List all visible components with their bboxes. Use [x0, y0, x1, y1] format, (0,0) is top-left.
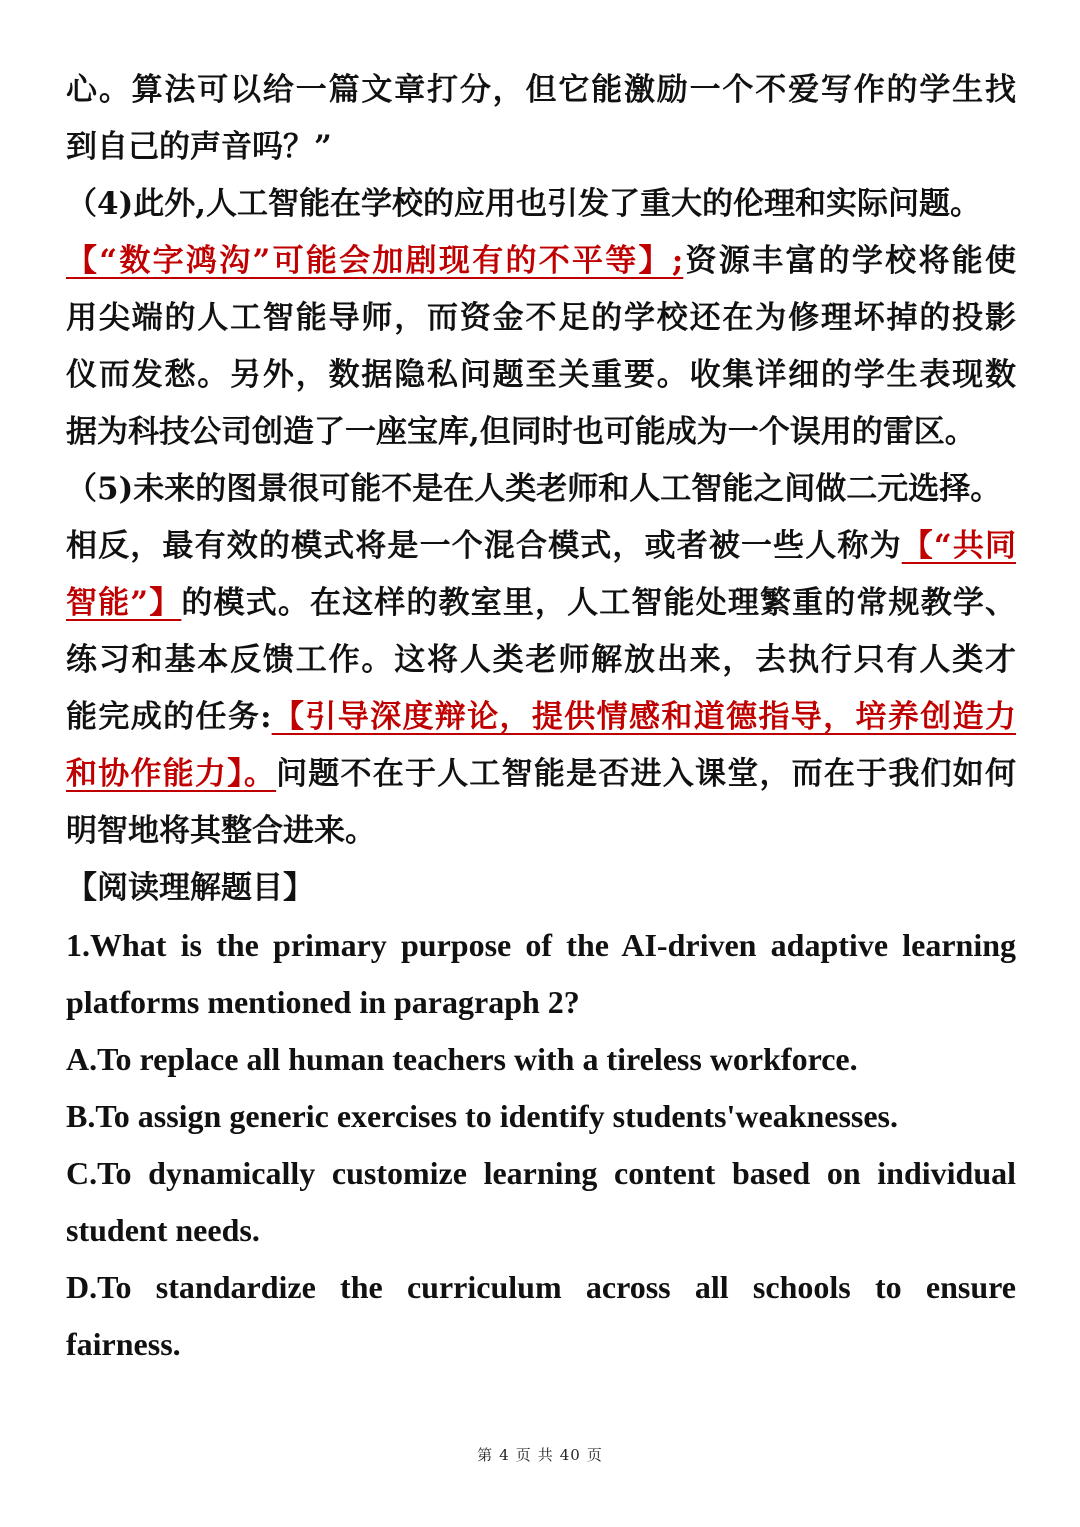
highlighted-phrase: 【“数字鸿沟”可能会加剧现有的不平等】;	[66, 243, 684, 279]
footer-gong: 共	[537, 1446, 554, 1464]
question-1-stem: 1.What is the primary purpose of the AI-driven adaptive learning	[66, 927, 1016, 963]
paragraph-5-line: 明智地将其整合进来。	[66, 813, 376, 849]
text-run: 能完成的任务:	[66, 699, 272, 735]
paragraph-5-line	[66, 575, 1016, 632]
highlighted-phrase: 智能”】	[66, 585, 182, 621]
section-title: 【阅读理解题目】	[66, 870, 314, 906]
page-number: 4	[499, 1446, 510, 1464]
paragraph-4-line	[66, 233, 1016, 290]
text-run: 的模式。在这样的教室里，人工智能处理繁重的常规教学、	[181, 585, 1016, 621]
text-run: 相反，最有效的模式将是一个混合模式，或者被一些人称为	[66, 528, 902, 564]
option-c: student needs.	[66, 1212, 260, 1248]
footer-ye: 页	[586, 1446, 603, 1464]
option-a: A.To replace all human teachers with a tireless workforce.	[66, 1041, 858, 1077]
paragraph-5-line: （5)未来的图景很可能不是在人类老师和人工智能之间做二元选择。	[66, 471, 1002, 507]
footer-di: 第	[477, 1446, 494, 1464]
paragraph-3-line: 心。算法可以给一篇文章打分，但它能激励一个不爱写作的学生找	[66, 72, 1016, 108]
paragraph-3-line: 到自己的声音吗？”	[66, 129, 332, 165]
paragraph-5-line	[66, 518, 1016, 575]
highlighted-phrase: 【“共同	[901, 528, 1016, 564]
paragraph-4-line: （4)此外,人工智能在学校的应用也引发了重大的伦理和实际问题。	[66, 186, 982, 222]
highlighted-phrase: 【引导深度辩论，提供情感和道德指导，培养创造力	[271, 699, 1016, 735]
question-1-stem: platforms mentioned in paragraph 2?	[66, 984, 580, 1020]
text-run: 问题不在于人工智能是否进入课堂，而在于我们如何	[276, 756, 1017, 792]
paragraph-5-line: 练习和基本反馈工作。这将人类老师解放出来，去执行只有人类才	[66, 642, 1016, 678]
page-footer	[0, 1444, 1080, 1465]
option-b: B.To assign generic exercises to identify students'weaknesses.	[66, 1098, 898, 1134]
option-d: D.To standardize the curriculum across all schools to ensure	[66, 1269, 1016, 1305]
paragraph-4-line: 仪而发愁。另外，数据隐私问题至关重要。收集详细的学生表现数	[66, 357, 1016, 393]
document-page	[66, 62, 1016, 1373]
paragraph-5-line	[66, 689, 1016, 746]
footer-ye: 页	[515, 1446, 532, 1464]
paragraph-4-line: 用尖端的人工智能导师，而资金不足的学校还在为修理坏掉的投影	[66, 300, 1016, 336]
option-c: C.To dynamically customize learning content based on individual	[66, 1155, 1016, 1191]
paragraph-5-line	[66, 746, 1016, 803]
page-total: 40	[559, 1446, 581, 1464]
text-run: 资源丰富的学校将能使	[683, 243, 1017, 279]
highlighted-phrase: 和协作能力】。	[66, 756, 277, 792]
option-d: fairness.	[66, 1326, 181, 1362]
paragraph-4-line: 据为科技公司创造了一座宝库,但同时也可能成为一个误用的雷区。	[66, 414, 976, 450]
